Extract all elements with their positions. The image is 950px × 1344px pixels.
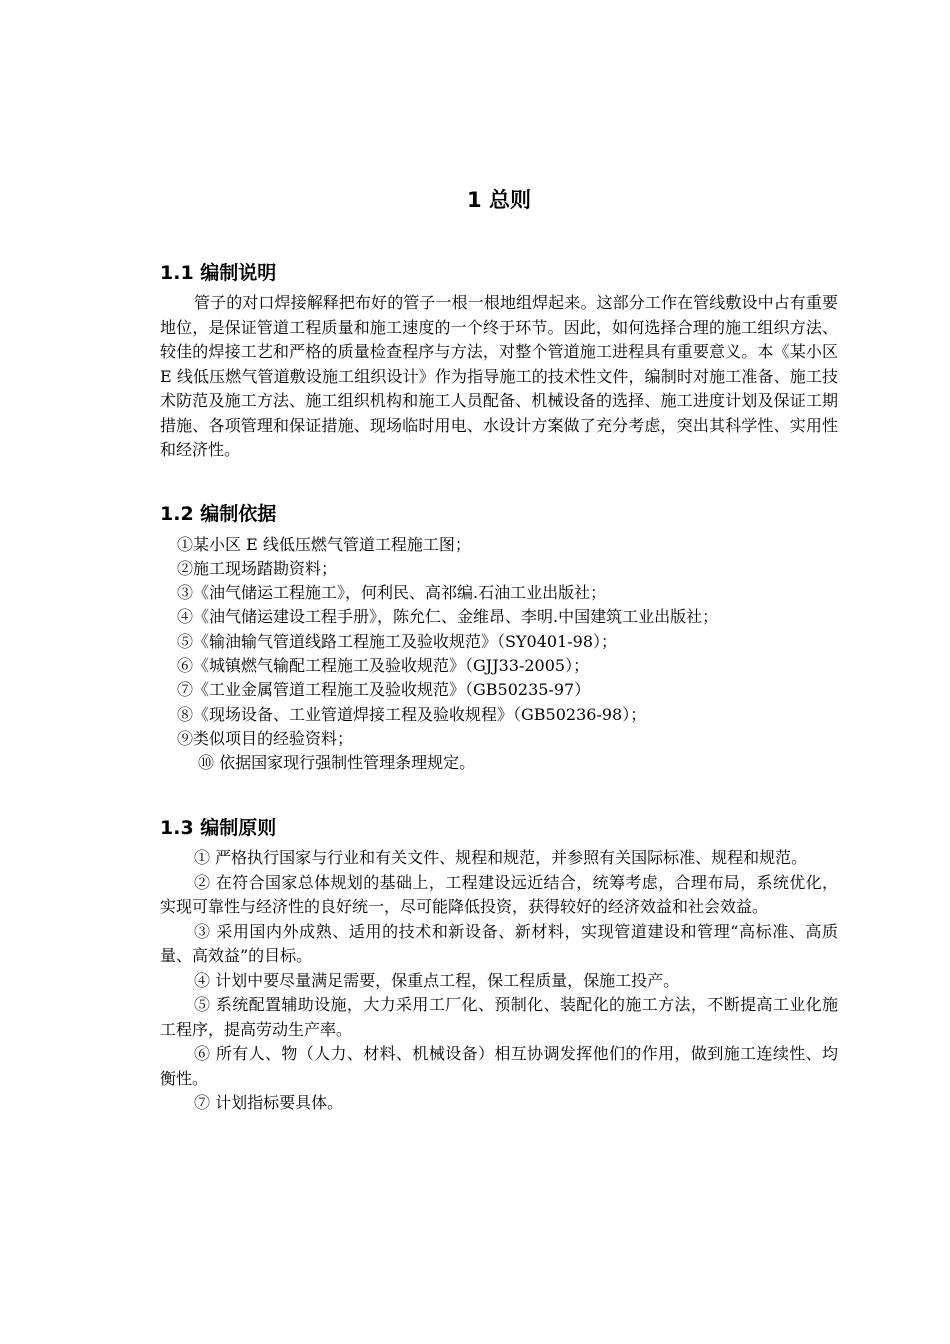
- list-item: ⑨类似项目的经验资料；: [177, 728, 354, 748]
- list-item: ④ 计划中要尽量满足需要，保重点工程，保工程质量，保施工投产。: [194, 970, 680, 990]
- list-item: ④《油气储运建设工程手册》，陈允仁、金维昂、李明.中国建筑工业出版社；: [177, 607, 719, 627]
- list-item: ②施工现场踏勘资料；: [177, 558, 338, 578]
- list-item: ⑦《工业金属管道工程施工及验收规范》（GB50235-97）: [177, 680, 591, 700]
- document-body: [160, 186, 838, 1116]
- list-item: ⑤《输油输气管道线路工程施工及验收规范》（SY0401-98）；: [177, 631, 618, 651]
- section-heading-1-2: 1.2 编制依据: [160, 502, 277, 525]
- section-heading-1-1: 1.1 编制说明: [160, 262, 277, 284]
- list-item: ①某小区 E 线低压燃气管道工程施工图；: [177, 534, 471, 554]
- list-item: ⑧《现场设备、工业管道焊接工程及验收规程》（GB50236-98）；: [177, 704, 647, 724]
- section-paragraph-1-1: 管子的对口焊接解释把布好的管子一根一根地组焊起来。这部分工作在管线敷设中占有重要地位，是保证管道工程质量和施工速度的一个终于环节。因此，如何选择合理的施工组织方法、较佳的焊接工艺和严格的质量检查程序与方法，对整个管道施工进程具有重要意义。本《某小区 E 线低压燃气管道敷设施工组织设计》作为指导施工的技术性文件，编制时对施工准备、施工技术防范及施工方法、施工组织机构和施工人员配备、机械设备的选择、施工进度计划及保证工期措施、各项管理和保证措施、现场临时用电、水设计方案做了充分考虑，突出其科学性、实用性和经济性。: [160, 293, 838, 459]
- list-item: ① 严格执行国家与行业和有关文件、规程和规范，并参照有关国际标准、规程和规范。: [194, 848, 808, 868]
- list-item: ② 在符合国家总体规划的基础上，工程建设远近结合，统筹考虑，合理布局，系统优化，实现可靠性与经济性的良好统一，尽可能降低投资，获得较好的经济效益和社会效益。: [160, 872, 838, 917]
- basis-list: [160, 533, 838, 776]
- list-item: ⑤ 系统配置辅助设施，大力采用工厂化、预制化、装配化的施工方法，不断提高工业化施工程序，提高劳动生产率。: [160, 995, 838, 1039]
- list-item: ③ 采用国内外成熟、适用的技术和新设备、新材料，实现管道建设和管理“高标准、高质量、高效益”的目标。: [160, 921, 838, 966]
- list-item: ⑦ 计划指标要具体。: [194, 1093, 344, 1113]
- list-item: ⑥ 所有人、物（人力、材料、机械设备）相互协调发挥他们的作用，做到施工连续性、均衡性。: [160, 1044, 838, 1088]
- list-item: ⑩ 依据国家现行强制性管理条理规定。: [198, 753, 476, 773]
- list-item: ⑥《城镇燃气输配工程施工及验收规范》（GJJ33-2005）；: [177, 655, 590, 675]
- section-heading-1-3: 1.3 编制原则: [160, 817, 277, 840]
- page-title: 1 总则: [467, 188, 531, 212]
- principles-list: [160, 846, 838, 1116]
- list-item: ③《油气储运工程施工》，何利民、高祁编.石油工业出版社；: [177, 583, 607, 603]
